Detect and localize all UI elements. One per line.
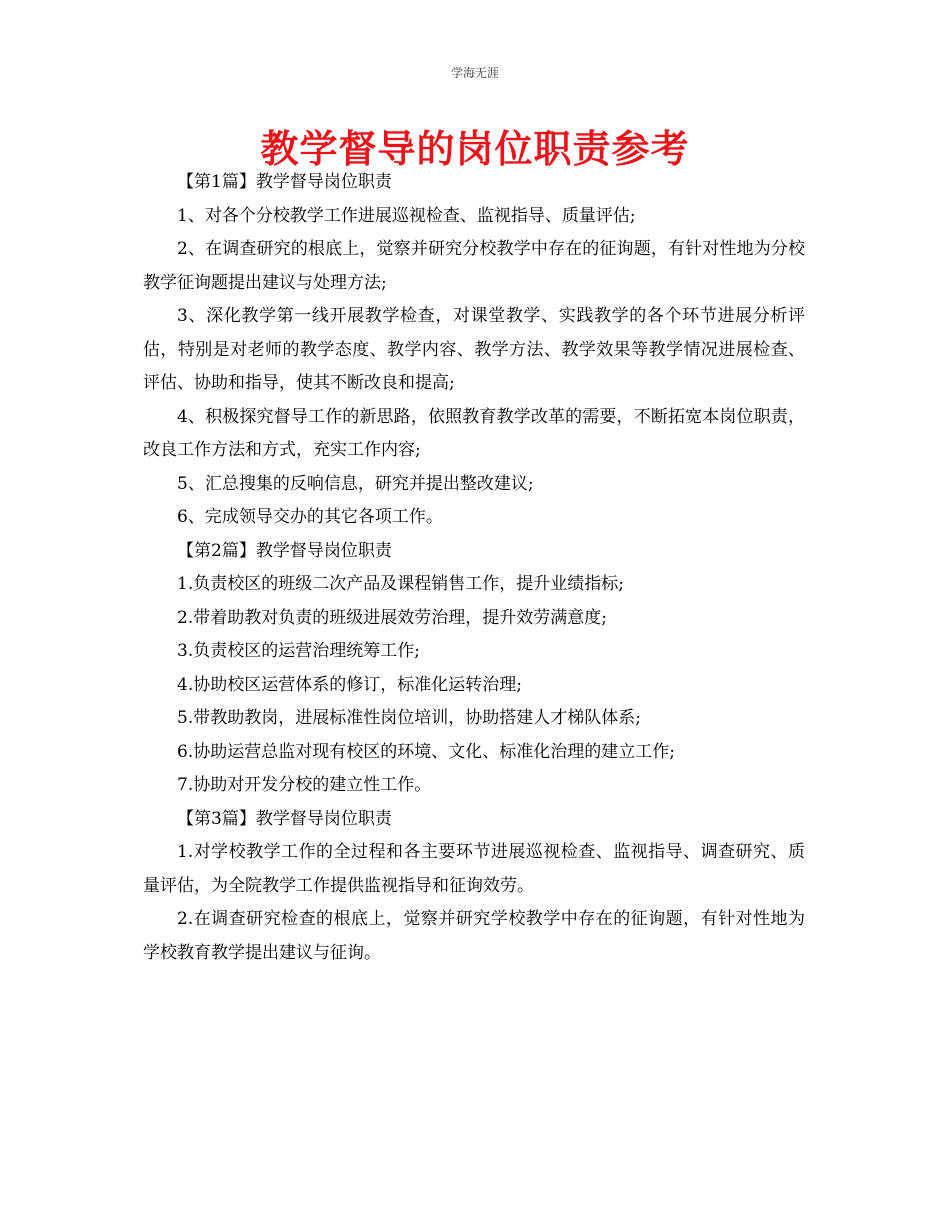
paragraph: 3.负责校区的运营治理统筹工作;	[177, 641, 420, 661]
paragraph: 6、完成领导交办的其它各项工作。	[177, 507, 443, 527]
paragraph: 5、汇总搜集的反响信息，研究并提出整改建议;	[177, 473, 534, 494]
paragraph: 1.对学校教学工作的全过程和各主要环节进展巡视检查、监视指导、调查研究、质量评估，为全院教学工作提供监视指导和征询效劳。	[143, 842, 805, 896]
paragraph: 6.协助运营总监对现有校区的环境、文化、标准化治理的建立工作;	[177, 741, 675, 762]
section-heading-3: 【第3篇】教学督导岗位职责	[177, 808, 392, 829]
paragraph: 2、在调查研究的根底上，觉察并研究分校教学中存在的征询题，有针对性地为分校教学征询题提出建议与处理方法;	[143, 239, 805, 293]
paragraph: 4、积极探究督导工作的新思路，依照教育教学改革的需要，不断拓宽本岗位职责，改良工作方法和方式，充实工作内容;	[143, 406, 805, 460]
page-header: 学海无涯	[450, 66, 499, 80]
section-heading-1: 【第1篇】教学督导岗位职责	[177, 172, 392, 192]
paragraph: 2.在调查研究检查的根底上，觉察并研究学校教学中存在的征询题，有针对性地为学校教育教学提出建议与征询。	[143, 909, 805, 963]
document-body	[143, 166, 805, 970]
paragraph: 2.带着助教对负责的班级进展效劳治理，提升效劳满意度;	[177, 607, 607, 628]
section-heading-2: 【第2篇】教学督导岗位职责	[177, 540, 392, 561]
paragraph: 1.负责校区的班级二次产品及课程销售工作，提升业绩指标;	[177, 574, 624, 594]
document-title: 教学督导的岗位职责参考	[260, 127, 690, 171]
paragraph: 5.带教助教岗，进展标准性岗位培训，协助搭建人才梯队体系;	[177, 708, 641, 728]
paragraph: 3、深化教学第一线开展教学检查，对课堂教学、实践教学的各个环节进展分析评估，特别是对老师的教学态度、教学内容、教学方法、教学效果等教学情况进展检查、评估、协助和指导，使其不断改良和提高;	[143, 306, 805, 393]
paragraph: 7.协助对开发分校的建立性工作。	[177, 775, 432, 795]
paragraph: 4.协助校区运营体系的修订，标准化运转治理;	[177, 674, 522, 695]
paragraph: 1、对各个分校教学工作进展巡视检查、监视指导、质量评估;	[177, 205, 636, 226]
